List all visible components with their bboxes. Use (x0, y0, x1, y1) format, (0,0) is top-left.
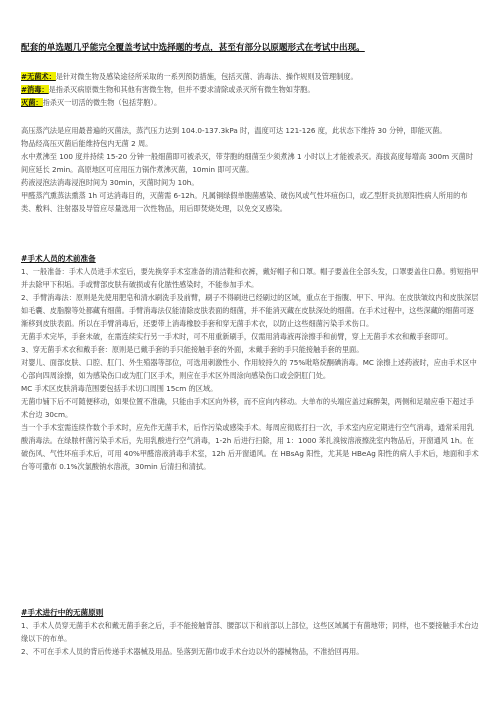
term-label: #消毒： (21, 85, 49, 94)
paragraph: 物品经高压灭菌后能维持包内无菌 2 周。 (21, 139, 153, 148)
definition-text: 是指杀灭病原微生物和其他有害微生物，但并不要求清除或杀灭所有微生物如芽胞。 (48, 85, 315, 94)
paragraph: 药液浸泡法消毒浸泡时间为 30min，灭菌时间为 10h。 (21, 178, 199, 187)
definition-text: 是针对微生物及感染途径所采取的一系列预防措施，包括灭菌、消毒法、操作规则及管理制度。 (55, 72, 358, 81)
paragraph: 3、穿无菌手术衣和戴手套：原则是已戴手套的手只能接触手套的外面，未戴手套的手只能接触手套的里面。 (21, 345, 364, 354)
section-aseptic-principles (21, 606, 479, 658)
page-title: 配套的单选题几乎能完全覆盖考试中选择题的考点，甚至有部分以原题形式在考试中出现。 (21, 43, 365, 53)
paragraph: 无菌手术完毕，手套未破，在需连续实行另一手术时，可不用重新刷手，仅需用消毒液再涂擦手和前臂，穿上无菌手术衣和戴手套即可。 (21, 332, 453, 341)
definitions-block (21, 70, 479, 109)
paragraph: 当一个手术室需连续作数个手术时，应先作无菌手术，后作污染或感染手术。每周应彻底打扫一次，手术室内应定期进行空气消毒，通常采用乳酸消毒法。在绿脓杆菌污染手术后，先用乳酸进行空气消毒，1-2h 后进行扫除，用 1：1000 苯扎溴铵溶液擦洗室内物品后，开窗通风 1h。在破伤风、气性坏疽手术后，可用 40%甲醛溶液消毒手术室，12h 后开窗通风。在 HBsAg 阳性，尤其是 HBeAg 阳性的病人手术后，地面和手术台等可撒布 0.1%次氯酸钠水溶液，30min 后清扫和清拭。 (21, 423, 479, 471)
term-label: #无菌术： (21, 72, 56, 81)
section-preparation (21, 252, 479, 473)
paragraph: 无菌巾铺下后不可随便移动，如果位置不准确，只能由手术区向外移，而不应向内移动。大单布的头端应盖过麻醉架，两侧和足端应垂下超过手术台边 30cm。 (21, 397, 474, 419)
term-label: 灭菌： (21, 98, 43, 107)
definition-sterilization (21, 96, 479, 109)
definition-aseptic (21, 70, 479, 83)
section-heading: #手术进行中的无菌原则 (21, 608, 104, 617)
paragraph: 2、不可在手术人员的背后传递手术器械及用品。坠落到无菌巾或手术台边以外的器械物品，不准拾回再用。 (21, 647, 364, 656)
paragraph: 1、手术人员穿无菌手术衣和戴无菌手套之后，手不能接触背部、腰部以下和前部以上部位，这些区域属于有菌地带；同样，也不要接触手术台边缘以下的布单。 (21, 621, 479, 643)
definition-text: 指杀灭一切活的微生物（包括芽胞）。 (42, 98, 162, 107)
paragraph: 对婴儿、面部皮肤、口腔、肛门、外生殖器等部位，可选用刺激性小、作用较持久的 75%吡咯烷酮碘消毒。MC 涂擦上述药液时，应由手术区中心部向四周涂擦，如为感染伤口或为肛门区手术，则应在手术区外周涂向感染伤口或会阴肛门处。 (21, 358, 477, 380)
definition-disinfection (21, 83, 479, 96)
paragraph: 1、一般准备：手术人员进手术室后，要先换穿手术室准备的清洁鞋和衣裤，戴好帽子和口罩。帽子要盖住全部头发，口罩要盖住口鼻。剪短指甲并去除甲下积垢。手或臂部皮肤有破损或有化脓性感染时，不能参加手术。 (21, 267, 479, 289)
paragraph: 2、手臂消毒法：原则是先使用肥皂和清水刷洗手及前臂，刷子不得刷进已经刷过的区域，重点在于指腹、甲下、甲沟。在皮肤皱纹内和皮肤深层如毛囊、皮脂腺等处都藏有细菌。手臂消毒法仅能清除皮肤表面的细菌，并不能消灭藏在皮肤深处的细菌。在手术过程中，这些深藏的细菌可逐渐移到皮肤表面。所以在手臂消毒后，还要带上消毒橡胶手套和穿无菌手术衣，以防止这些细菌污染手术伤口。 (21, 293, 479, 328)
section-heading: #手术人员的术前准备 (21, 254, 96, 263)
paragraph: MC 手术区皮肤消毒范围要包括手术切口周围 15cm 的区域。 (21, 384, 218, 393)
paragraph: 水中煮沸至 100 度并持续 15-20 分钟一般细菌即可被杀灭，带芽胞的细菌至少须煮沸 1 小时以上才能被杀灭。海拔高度每增高 300m 灭菌时间应延长 2min。高原地区可应用压力锅作煮沸灭菌，10min 即可灭菌。 (21, 152, 473, 174)
sterilization-block (21, 124, 479, 215)
paragraph: 甲醛蒸汽熏蒸法熏蒸 1h 可达消毒目的，灭菌需 6-12h。凡属铜绿假单胞菌感染、破伤风或气性坏疽伤口，或乙型肝炎抗原阳性病人所用的布类、敷料、注射器及导管应尽量选用一次性物品，用后即焚烧处理，以免交叉感染。 (21, 191, 468, 213)
paragraph: 高压蒸汽法是应用最普遍的灭菌法，蒸汽压力达到 104.0-137.3kPa 时，温度可达 121-126 度，此状态下维持 30 分钟，即能灭菌。 (21, 126, 447, 135)
